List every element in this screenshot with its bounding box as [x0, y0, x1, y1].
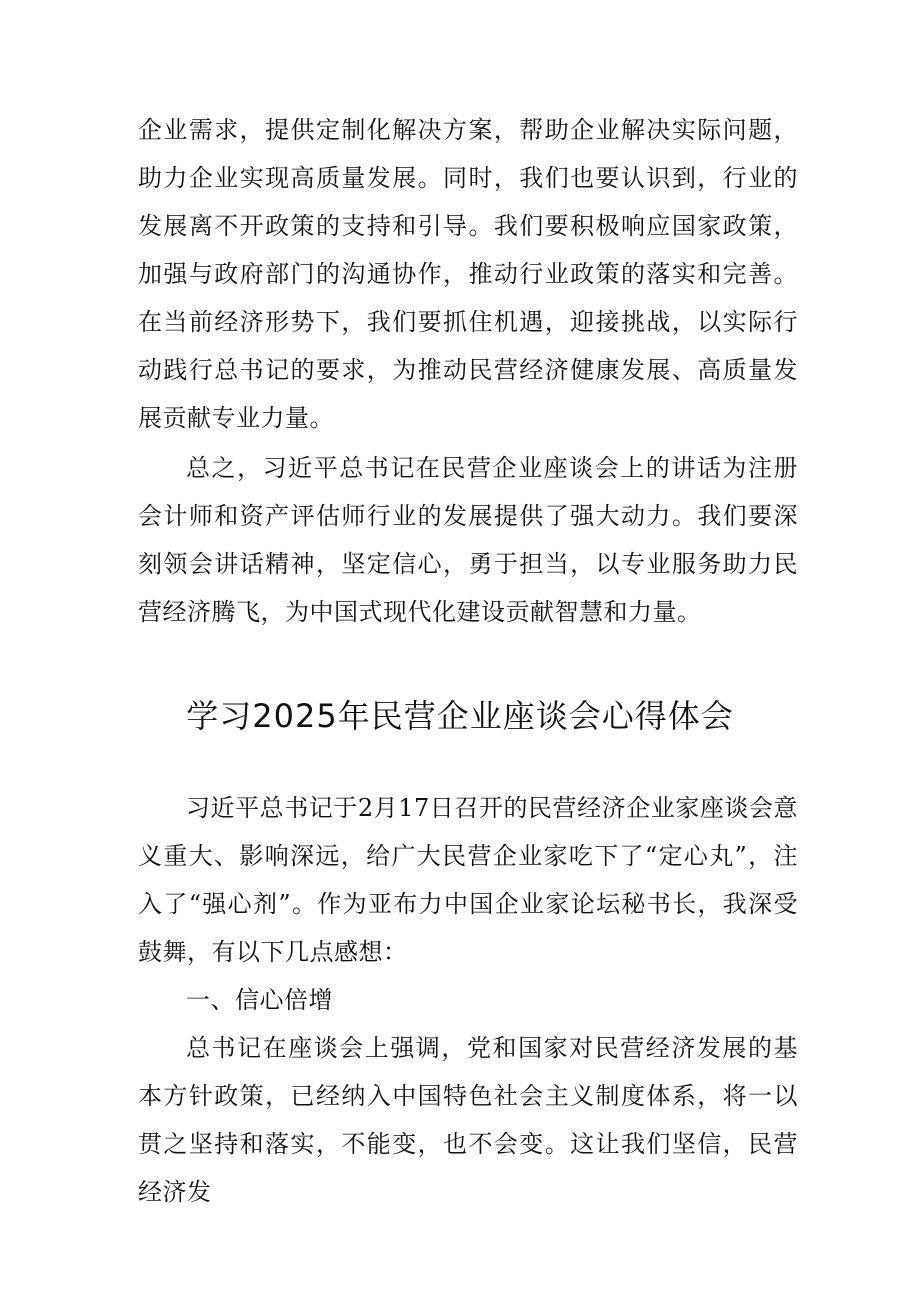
subheading-confidence: 一、信心倍增	[186, 986, 333, 1014]
paragraph-intro: 习近平总书记于2月17日召开的民营经济企业家座谈会意义重大、影响深远，给广大民营企业家吃下了“定心丸”，注入了“强心剂”。作为亚布力中国企业家论坛秘书长，我深受鼓舞，有以下几点感想：	[138, 794, 798, 966]
paragraph-conclusion: 总之，习近平总书记在民营企业座谈会上的讲话为注册会计师和资产评估师行业的发展提供了强大动力。我们要深刻领会讲话精神，坚定信心，勇于担当，以专业服务助力民营经济腾飞，为中国式现代化建设贡献智慧和力量。	[138, 454, 798, 626]
section-title: 学习2025年民营企业座谈会心得体会	[186, 697, 734, 735]
paragraph-continued: 企业需求，提供定制化解决方案，帮助企业解决实际问题，助力企业实现高质量发展。同时，我们也要认识到，行业的发展离不开政策的支持和引导。我们要积极响应国家政策，加强与政府部门的沟通协作，推动行业政策的落实和完善。在当前经济形势下，我们要抓住机遇，迎接挑战，以实际行动践行总书记的要求，为推动民营经济健康发展、高质量发展贡献专业力量。	[138, 116, 798, 432]
paragraph-body: 总书记在座谈会上强调，党和国家对民营经济发展的基本方针政策，已经纳入中国特色社会主义制度体系，将一以贯之坚持和落实，不能变，也不会变。这让我们坚信，民营经济发	[138, 1034, 798, 1206]
